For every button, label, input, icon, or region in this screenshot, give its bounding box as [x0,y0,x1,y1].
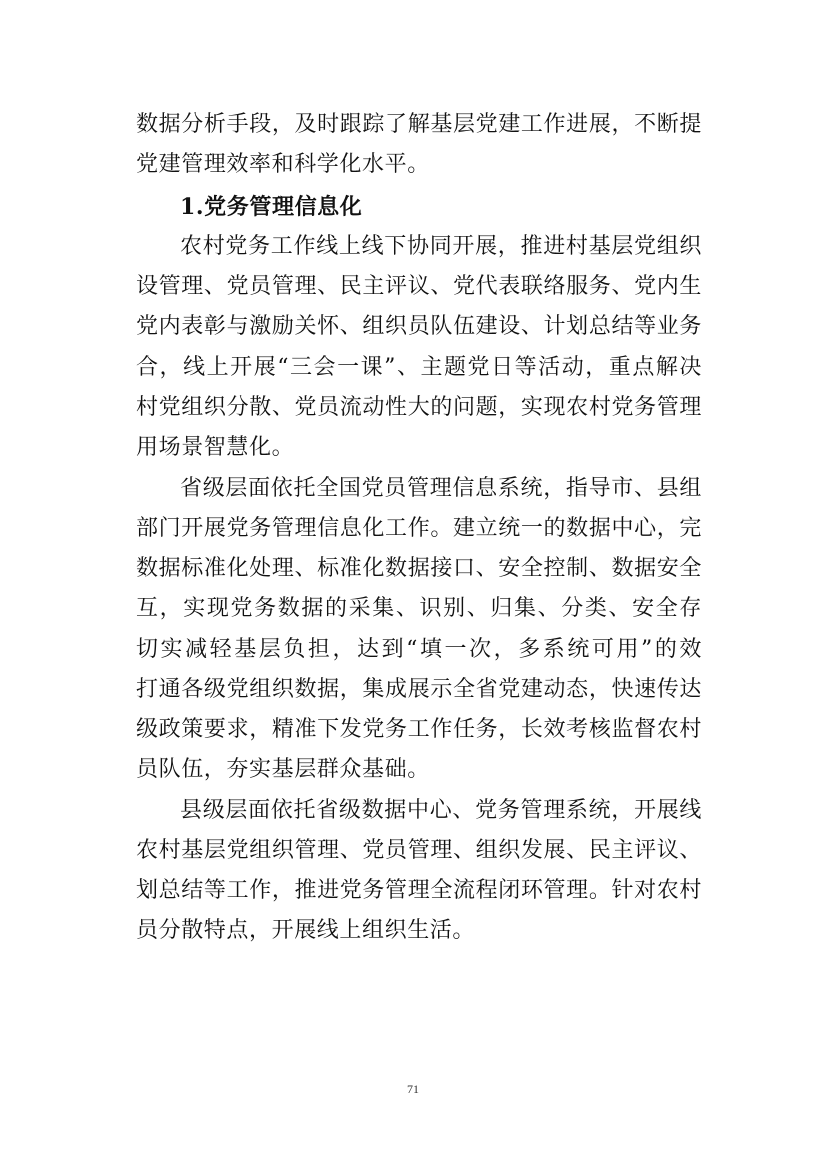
paragraph-line: 员分散特点，开展线上组织生活。 [136,918,476,943]
paragraph-line: 农村党务工作线上线下协同开展，推进村基层党组织 [180,234,702,259]
paragraph-line: 党内表彰与激励关怀、组织员队伍建设、计划总结等业务 [136,314,702,339]
paragraph-line: 部门开展党务管理信息化工作。建立统一的数据中心，完 [136,516,702,541]
paragraph-line: 县级层面依托省级数据中心、党务管理系统，开展线 [180,798,702,823]
paragraph-line: 用场景智慧化。 [136,435,295,460]
section-heading: 1.党务管理信息化 [180,194,363,220]
paragraph-line: 省级层面依托全国党员管理信息系统，指导市、县组 [180,476,702,501]
paragraph-line: 村党组织分散、党员流动性大的问题，实现农村党务管理 [136,395,702,420]
paragraph-line: 打通各级党组织数据，集成展示全省党建动态，快速传达 [136,677,702,702]
paragraph-line: 党建管理效率和科学化水平。 [136,152,430,177]
paragraph-line: 员队伍，夯实基层群众基础。 [136,757,430,782]
paragraph-line: 数据标准化处理、标准化数据接口、安全控制、数据安全 [136,556,702,581]
paragraph-line: 设管理、党员管理、民主评议、党代表联络服务、党内生 [136,274,702,299]
paragraph-line: 切实减轻基层负担，达到“填一次，多系统可用”的效 [136,637,702,662]
paragraph-line: 互，实现党务数据的采集、识别、归集、分类、安全存 [136,596,702,621]
paragraph-line: 合，线上开展“三会一课”、主题党日等活动，重点解决 [136,355,702,380]
page-number: 71 [407,1082,419,1096]
paragraph-line: 级政策要求，精准下发党务工作任务，长效考核监督农村 [136,717,702,742]
paragraph-line: 数据分析手段，及时跟踪了解基层党建工作进展，不断提 [136,112,702,137]
paragraph-line: 农村基层党组织管理、党员管理、组织发展、民主评议、 [136,838,702,863]
paragraph-line: 划总结等工作，推进党务管理全流程闭环管理。针对农村 [136,878,702,903]
